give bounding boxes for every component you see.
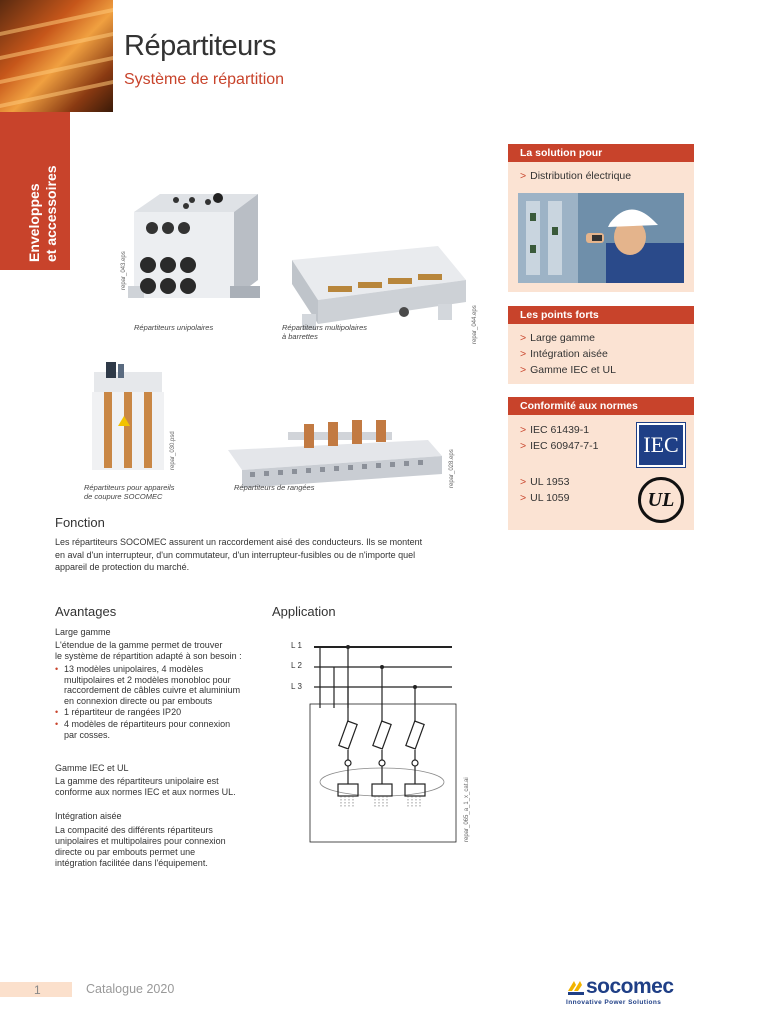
product-image-switching	[88, 362, 168, 472]
avantages-heading: Avantages	[55, 604, 117, 619]
list-item: > UL 1059	[520, 492, 570, 504]
chevron-right-icon: >	[520, 424, 527, 436]
application-heading: Application	[272, 604, 336, 619]
phase-label-l1: L1	[291, 641, 304, 650]
list-item: • 13 modèles unipolaires, 4 modèles multipolaires et 2 modèles monobloc pour raccordement de câbles cuivre et aluminium en connexion directe ou par embouts	[55, 664, 265, 706]
chevron-right-icon: >	[520, 332, 527, 344]
product-image-rows	[228, 420, 443, 490]
large-gamme-intro: L'étendue de la gamme permet de trouver le système de répartition adapté à son besoin :	[55, 640, 242, 661]
product-ref-rows: repar_028.eps	[449, 449, 455, 488]
product-caption-switching: Répartiteurs pour appareils de coupure SOCOMEC	[84, 483, 175, 501]
page-subtitle: Système de répartition	[124, 71, 285, 88]
list-item: > Distribution électrique	[520, 170, 632, 182]
list-item: • 1 répartiteur de rangées IP20	[55, 707, 265, 718]
product-caption-multipolar: Répartiteurs multipolaires à barrettes	[282, 323, 368, 341]
phase-label-l3: L3	[291, 682, 304, 691]
chevron-right-icon: >	[520, 476, 527, 488]
iec-logo: IEC	[637, 423, 685, 467]
list-item: > Gamme IEC et UL	[520, 364, 616, 376]
ul-logo: UL	[638, 477, 684, 523]
page-number: 1	[34, 983, 41, 997]
socomec-logo: socomec Innovative Power Solutions	[566, 975, 674, 1006]
fonction-heading: Fonction	[55, 515, 105, 530]
norms-box-heading: Conformité aux normes	[508, 397, 694, 415]
page-title: Répartiteurs	[124, 30, 276, 62]
solution-box-heading: La solution pour	[508, 144, 694, 162]
integration-subheading: Intégration aisée	[55, 811, 122, 821]
solution-box	[508, 144, 694, 292]
chevron-right-icon: >	[520, 170, 527, 182]
chevron-right-icon: >	[520, 348, 527, 360]
product-ref-multipolar: repar_044.eps	[472, 305, 478, 344]
application-ref: repar_065_a_1_x_cat.ai	[464, 777, 470, 842]
strengths-box-heading: Les points forts	[508, 306, 694, 324]
phase-label-l2: L2	[291, 661, 304, 670]
chevron-right-icon: >	[520, 440, 527, 452]
large-gamme-subheading: Large gamme	[55, 627, 111, 637]
list-item: > IEC 60947-7-1	[520, 440, 599, 452]
chevron-right-icon: >	[520, 364, 527, 376]
product-ref-unipolar: repar_043.eps	[121, 251, 127, 290]
strengths-box	[508, 306, 694, 384]
list-item: > Intégration aisée	[520, 348, 608, 360]
list-item: > IEC 61439-1	[520, 424, 590, 436]
norms-box	[508, 397, 694, 530]
socomec-mark-icon	[566, 979, 586, 997]
large-gamme-bullets	[55, 664, 265, 741]
product-image-unipolar	[126, 190, 266, 306]
catalogue-label: Catalogue 2020	[86, 982, 175, 996]
header-photo	[0, 0, 113, 112]
section-tab-label: Enveloppes et accessoires	[26, 165, 59, 262]
technician-photo	[518, 193, 684, 283]
list-item: • 4 modèles de répartiteurs pour connexion par cosses.	[55, 719, 265, 740]
list-item: > UL 1953	[520, 476, 570, 488]
application-diagram	[300, 638, 460, 848]
product-ref-switching: repar_030.psd	[170, 431, 176, 470]
integration-text: La compacité des différents répartiteurs unipolaires et multipolaires pour connexion directe ou par embouts permet une intégration facilitée dans l'équipement.	[55, 825, 226, 868]
gamme-iec-text: La gamme des répartiteurs unipolaire est conforme aux normes IEC et aux normes UL.	[55, 776, 236, 797]
product-caption-rows: Répartiteurs de rangées	[234, 483, 315, 492]
gamme-iec-subheading: Gamme IEC et UL	[55, 763, 129, 773]
product-caption-unipolar: Répartiteurs unipolaires	[134, 323, 214, 332]
list-item: > Large gamme	[520, 332, 595, 344]
fonction-text: Les répartiteurs SOCOMEC assurent un raccordement aisé des conducteurs. Ils se montent en aval d'un interrupteur, d'un commutateur, d'un interrupteur-fusibles ou de n'importe quel appareil de protection du marché.	[55, 537, 423, 572]
chevron-right-icon: >	[520, 492, 527, 504]
